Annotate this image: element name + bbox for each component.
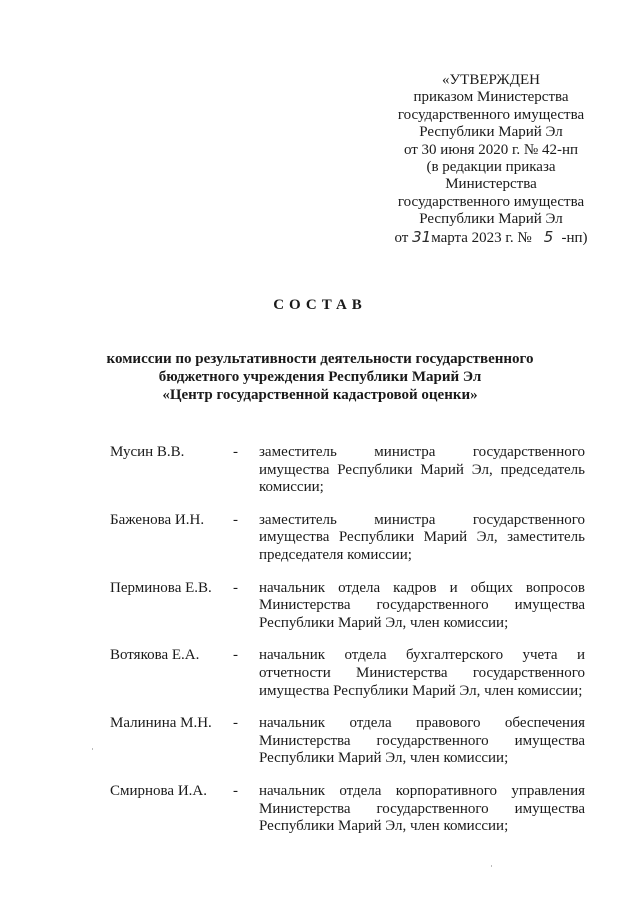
member-role: начальник отдела бухгалтерского учета и отчетности Министерства государственного имущества Республики Марий Эл, член комиссии; — [259, 647, 585, 699]
approval-line: Республики Марий Эл — [419, 124, 563, 141]
member-name: Баженова И.Н. — [110, 511, 205, 528]
approval-line: приказом Министерства — [413, 89, 569, 106]
member-name: Малинина М.Н. — [110, 715, 212, 732]
member-name: Вотякова Е.А. — [110, 647, 200, 664]
member-dash: - — [233, 782, 238, 799]
member-dash: - — [233, 579, 238, 596]
member-role: начальник отдела кадров и общих вопросов Министерства государственного имущества Республики Марий Эл, член комиссии; — [259, 579, 585, 631]
member-role: начальник отдела корпоративного управления Министерства государственного имущества Республики Марий Эл, член комиссии; — [259, 782, 585, 835]
member-dash: - — [233, 444, 238, 460]
approval-line: Министерства — [445, 176, 537, 193]
member-row — [110, 647, 585, 700]
members-list — [110, 444, 585, 851]
date-middle: марта 2023 г. № — [431, 229, 532, 246]
member-dash: - — [233, 647, 238, 664]
date-prefix: от — [394, 229, 409, 246]
member-row — [110, 512, 585, 565]
approval-line: (в редакции приказа — [426, 159, 556, 176]
approval-stamp — [380, 72, 602, 247]
member-name: Смирнова И.А. — [110, 782, 208, 799]
member-row — [110, 580, 585, 633]
member-dash: - — [233, 715, 238, 732]
approval-line: Республики Марий Эл — [419, 211, 563, 228]
scan-mark — [92, 748, 93, 750]
member-role: начальник отдела правового обеспечения Министерства государственного имущества Республики Марий Эл, член комиссии; — [259, 715, 585, 767]
subtitle-line: бюджетного учреждения Республики Марий Эл — [158, 369, 482, 385]
approval-line: от 30 июня 2020 г. № 42-нп — [403, 141, 579, 158]
approval-line: государственного имущества — [397, 106, 585, 123]
approval-date-line — [380, 229, 602, 247]
member-role: заместитель министра государственного имущества Республики Марий Эл, заместитель председателя комиссии; — [259, 511, 585, 563]
approval-line: «УТВЕРЖДЕН — [442, 72, 540, 88]
subtitle-line: «Центр государственной кадастровой оценки» — [162, 387, 478, 403]
member-row — [110, 444, 585, 497]
handwritten-order-number: 5 — [543, 227, 554, 246]
member-name: Перминова Е.В. — [110, 579, 212, 596]
member-dash: - — [233, 511, 238, 528]
member-name: Мусин В.В. — [110, 444, 185, 460]
member-role: заместитель министра государственного имущества Республики Марий Эл, председатель комиссии; — [259, 444, 585, 496]
scan-mark — [491, 865, 492, 867]
member-row — [110, 783, 585, 836]
member-row — [110, 715, 585, 768]
document-subtitle — [90, 350, 550, 404]
handwritten-day: 31 — [412, 227, 432, 246]
document-title: СОСТАВ — [273, 297, 367, 313]
date-suffix: -нп) — [561, 229, 588, 246]
subtitle-line: комиссии по результативности деятельности государственного — [106, 351, 534, 367]
approval-line: государственного имущества — [397, 193, 585, 210]
